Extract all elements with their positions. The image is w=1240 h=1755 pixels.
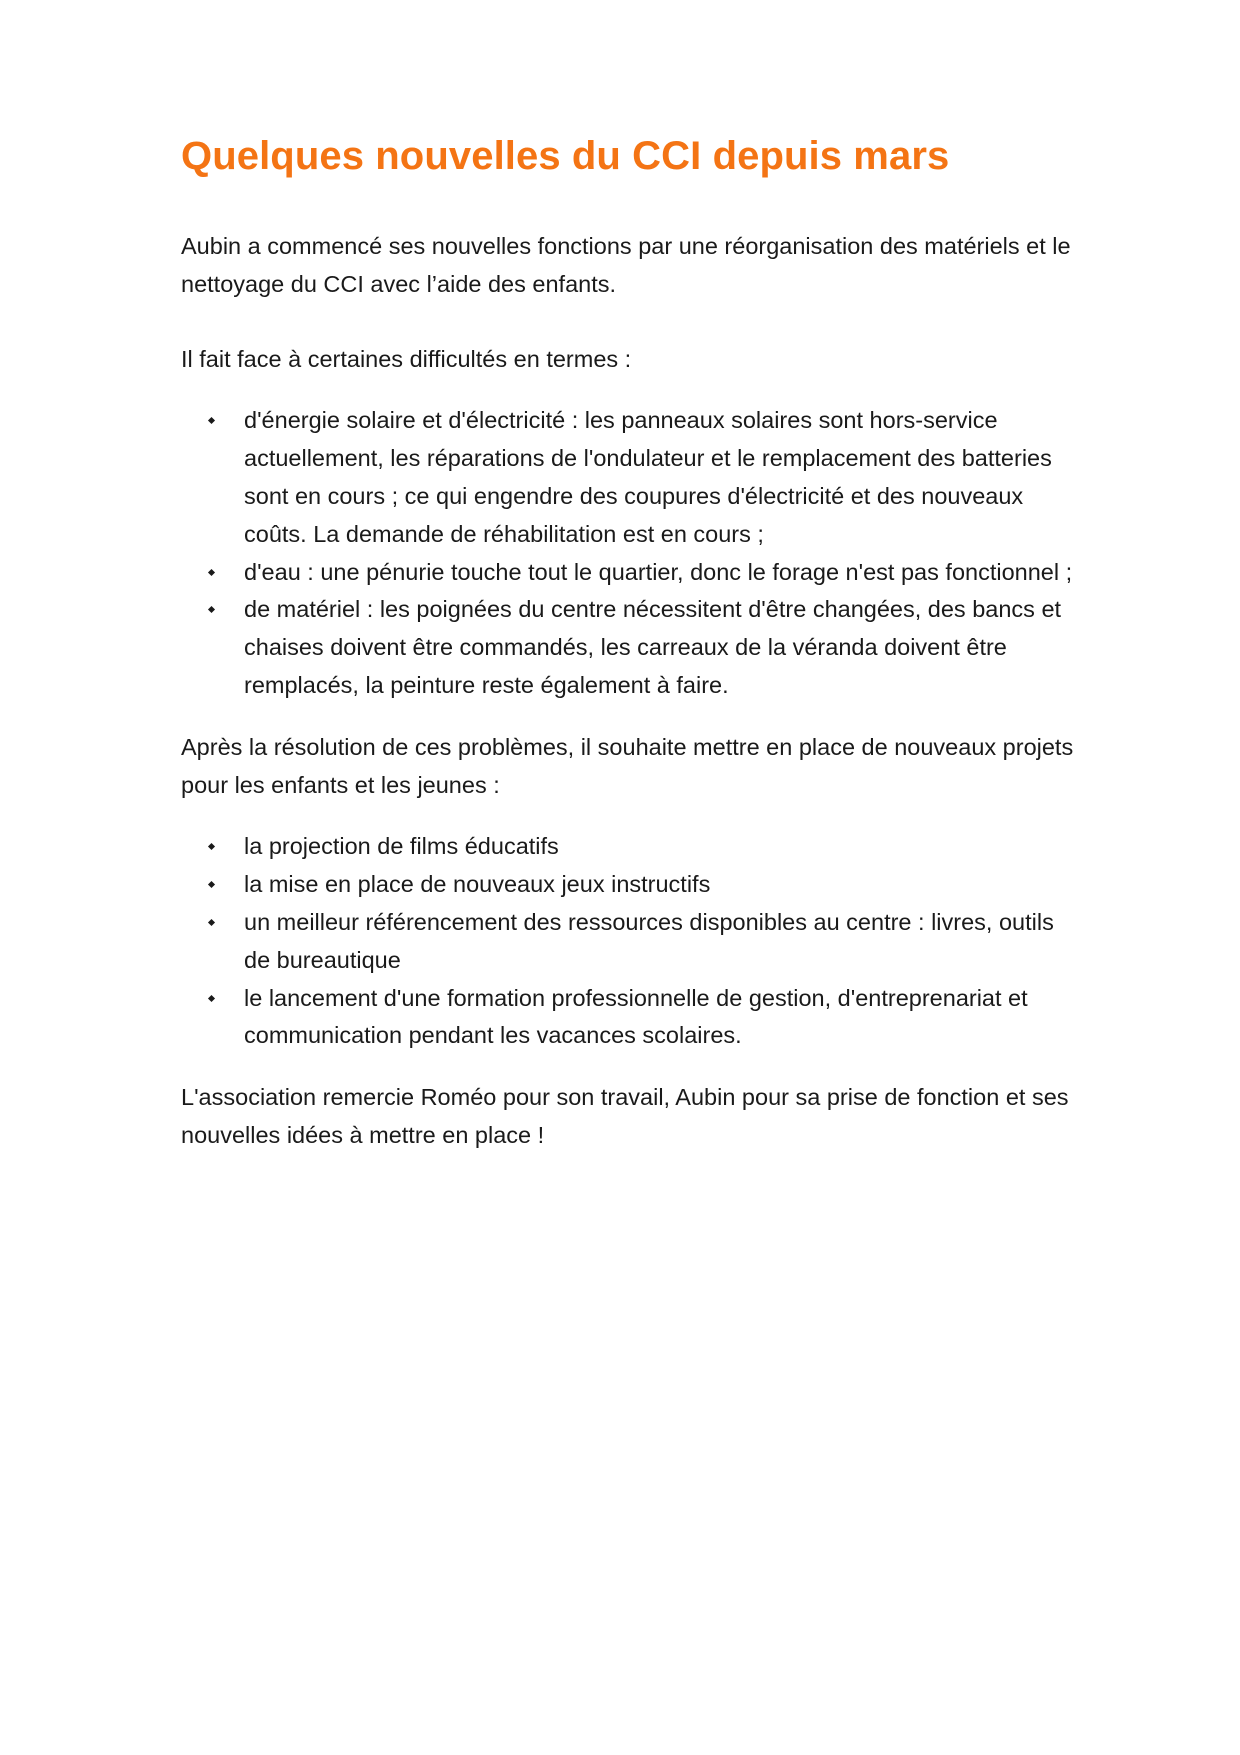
intro-paragraph: Aubin a commencé ses nouvelles fonctions par une réorganisation des matériels et le nettoyage du CCI avec l’aide des enfants. (181, 233, 1071, 297)
bullet-icon (208, 606, 215, 613)
list-item-text: le lancement d'une formation professionnelle de gestion, d'entreprenariat et communication pendant les vacances scolaires. (244, 984, 1028, 1049)
difficulties-intro-paragraph: Il fait face à certaines difficultés en termes : (181, 345, 632, 372)
bullet-icon (208, 417, 215, 424)
list-item (244, 591, 1081, 704)
document-content (181, 126, 1081, 1155)
list-item-text: la projection de films éducatifs (244, 833, 559, 860)
projects-intro-paragraph: Après la résolution de ces problèmes, il souhaite mettre en place de nouveaux projets pour les enfants et les jeunes : (181, 733, 1074, 798)
list-item-text: de matériel : les poignées du centre nécessitent d'être changées, des bancs et chaises doivent être commandés, les carreaux de la véranda doivent être remplacés, la peinture reste également à faire. (244, 596, 1062, 698)
bullet-icon (208, 995, 215, 1002)
thanks-paragraph: L'association remercie Roméo pour son travail, Aubin pour sa prise de fonction et ses nouvelles idées à mettre en place ! (181, 1084, 1069, 1148)
list-item (244, 904, 1081, 980)
list-item (244, 866, 1081, 904)
list-item (244, 980, 1081, 1056)
bullet-icon (208, 881, 215, 888)
projects-list (181, 828, 1081, 1055)
list-item-text: la mise en place de nouveaux jeux instructifs (244, 871, 711, 898)
bullet-icon (208, 569, 215, 576)
bullet-icon (208, 919, 215, 926)
list-item (244, 402, 1081, 553)
difficulties-list (181, 402, 1081, 704)
list-item-text: d'énergie solaire et d'électricité : les panneaux solaires sont hors-service actuellement, les réparations de l'ondulateur et le remplacement des batteries sont en cours ; ce qui engendre des coupures d'électricité et des nouveaux coûts. La demande de réhabilitation est en cours ; (244, 407, 1052, 547)
bullet-icon (208, 843, 215, 850)
list-item-text: d'eau : une pénurie touche tout le quartier, donc le forage n'est pas fonctionnel ; (244, 558, 1073, 585)
list-item-text: un meilleur référencement des ressources disponibles au centre : livres, outils de bureautique (244, 908, 1054, 973)
list-item (244, 828, 1081, 866)
document-title: Quelques nouvelles du CCI depuis mars (181, 134, 950, 178)
list-item (244, 554, 1081, 592)
